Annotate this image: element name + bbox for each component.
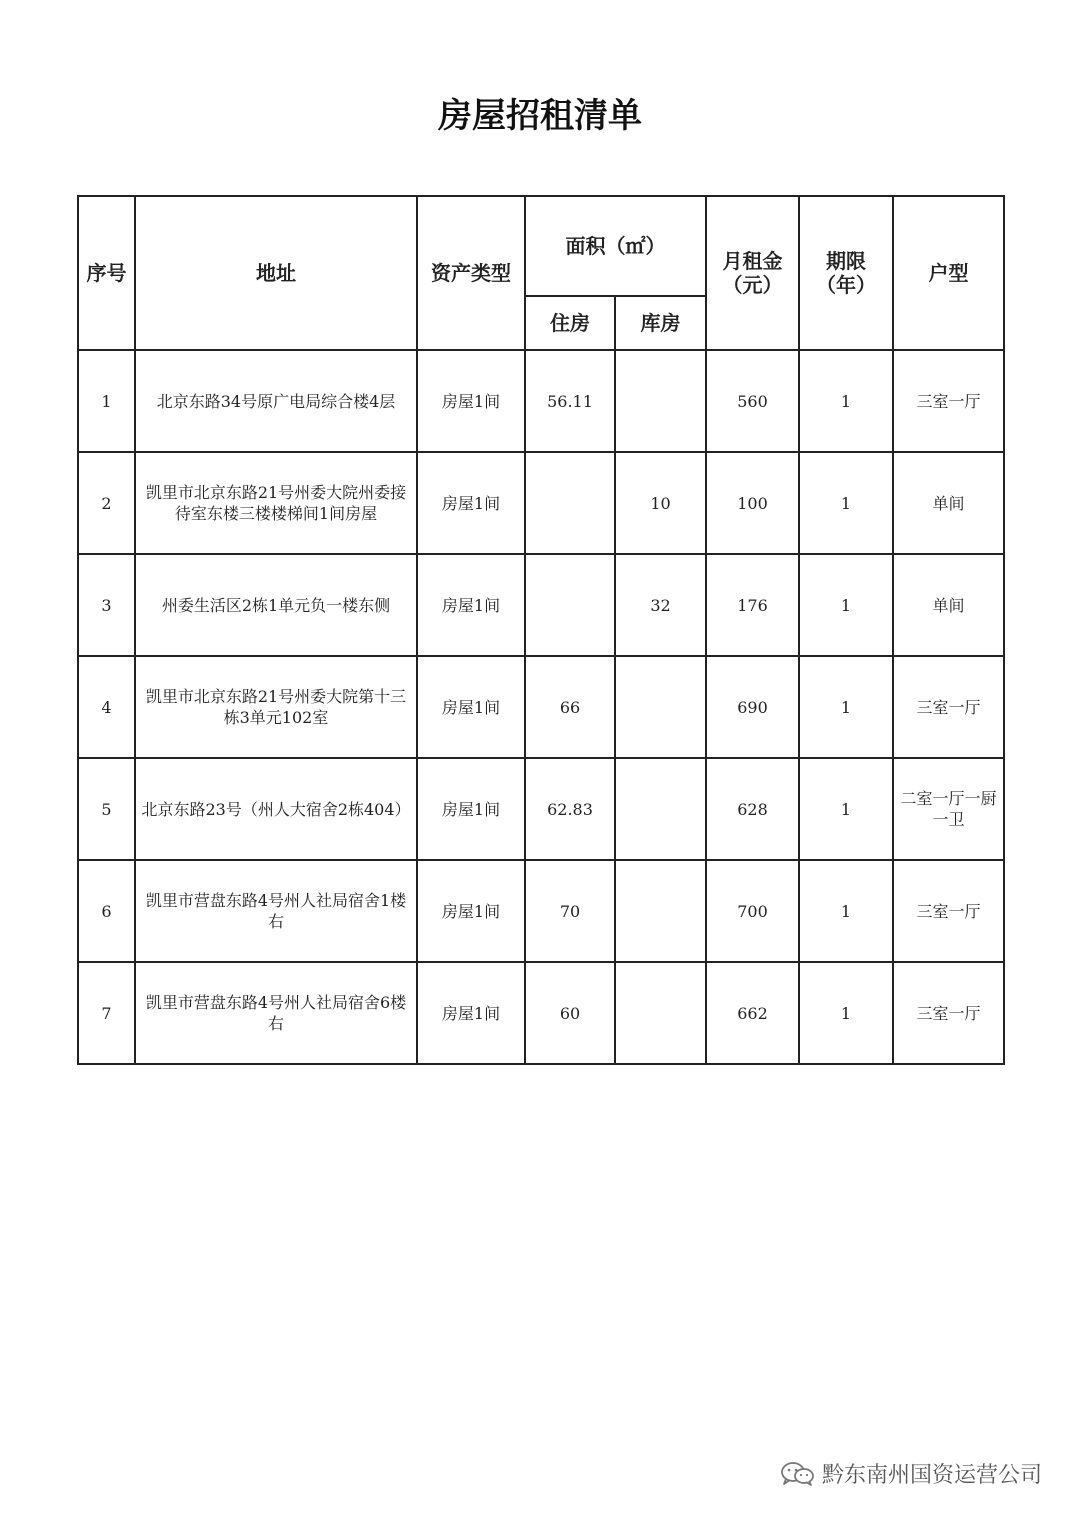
cell-layout: 二室一厅一厨一卫	[893, 758, 1004, 860]
cell-seq: 6	[78, 860, 135, 962]
cell-type: 房屋1间	[417, 350, 525, 452]
cell-seq: 5	[78, 758, 135, 860]
cell-address: 凯里市北京东路21号州委大院州委接待室东楼三楼楼梯间1间房屋	[135, 452, 417, 554]
watermark	[780, 1458, 1042, 1489]
table-row	[78, 758, 1004, 860]
wechat-icon	[780, 1461, 816, 1487]
cell-type: 房屋1间	[417, 554, 525, 656]
cell-term: 1	[799, 860, 893, 962]
cell-address: 北京东路23号（州人大宿舍2栋404）	[135, 758, 417, 860]
cell-type: 房屋1间	[417, 452, 525, 554]
table-row	[78, 962, 1004, 1064]
cell-seq: 1	[78, 350, 135, 452]
table-row	[78, 860, 1004, 962]
cell-layout: 三室一厅	[893, 656, 1004, 758]
header-residence: 住房	[525, 296, 615, 350]
cell-rent: 176	[706, 554, 799, 656]
cell-term: 1	[799, 656, 893, 758]
cell-address: 北京东路34号原广电局综合楼4层	[135, 350, 417, 452]
cell-warehouse	[615, 656, 706, 758]
cell-term: 1	[799, 758, 893, 860]
cell-term: 1	[799, 350, 893, 452]
table-row	[78, 656, 1004, 758]
cell-rent: 100	[706, 452, 799, 554]
cell-warehouse: 32	[615, 554, 706, 656]
cell-warehouse	[615, 758, 706, 860]
cell-seq: 3	[78, 554, 135, 656]
rental-table	[77, 195, 1005, 1065]
page-title: 房屋招租清单	[438, 96, 642, 136]
cell-type: 房屋1间	[417, 962, 525, 1064]
header-rent: 月租金（元）	[706, 196, 799, 350]
cell-residence: 56.11	[525, 350, 615, 452]
cell-seq: 7	[78, 962, 135, 1064]
cell-residence: 62.83	[525, 758, 615, 860]
cell-warehouse	[615, 860, 706, 962]
cell-term: 1	[799, 554, 893, 656]
cell-seq: 4	[78, 656, 135, 758]
cell-address: 凯里市营盘东路4号州人社局宿舍1楼右	[135, 860, 417, 962]
cell-rent: 690	[706, 656, 799, 758]
cell-type: 房屋1间	[417, 656, 525, 758]
header-area: 面积（㎡）	[525, 196, 706, 296]
table-row	[78, 554, 1004, 656]
cell-rent: 662	[706, 962, 799, 1064]
header-layout: 户型	[893, 196, 1004, 350]
cell-residence	[525, 554, 615, 656]
cell-term: 1	[799, 962, 893, 1064]
cell-address: 凯里市营盘东路4号州人社局宿舍6楼右	[135, 962, 417, 1064]
cell-residence: 60	[525, 962, 615, 1064]
cell-layout: 三室一厅	[893, 962, 1004, 1064]
cell-warehouse: 10	[615, 452, 706, 554]
cell-seq: 2	[78, 452, 135, 554]
cell-term: 1	[799, 452, 893, 554]
cell-warehouse	[615, 350, 706, 452]
cell-address: 州委生活区2栋1单元负一楼东侧	[135, 554, 417, 656]
header-seq: 序号	[78, 196, 135, 350]
header-term: 期限（年）	[799, 196, 893, 350]
cell-layout: 单间	[893, 452, 1004, 554]
watermark-text: 黔东南州国资运营公司	[821, 1463, 1042, 1488]
cell-address: 凯里市北京东路21号州委大院第十三栋3单元102室	[135, 656, 417, 758]
header-warehouse: 库房	[615, 296, 706, 350]
cell-residence: 66	[525, 656, 615, 758]
cell-layout: 三室一厅	[893, 350, 1004, 452]
header-address: 地址	[135, 196, 417, 350]
cell-type: 房屋1间	[417, 758, 525, 860]
cell-rent: 628	[706, 758, 799, 860]
table-row	[78, 452, 1004, 554]
cell-residence: 70	[525, 860, 615, 962]
cell-rent: 560	[706, 350, 799, 452]
cell-layout: 三室一厅	[893, 860, 1004, 962]
cell-rent: 700	[706, 860, 799, 962]
table-row	[78, 350, 1004, 452]
header-asset-type: 资产类型	[417, 196, 525, 350]
cell-layout: 单间	[893, 554, 1004, 656]
cell-residence	[525, 452, 615, 554]
cell-type: 房屋1间	[417, 860, 525, 962]
cell-warehouse	[615, 962, 706, 1064]
